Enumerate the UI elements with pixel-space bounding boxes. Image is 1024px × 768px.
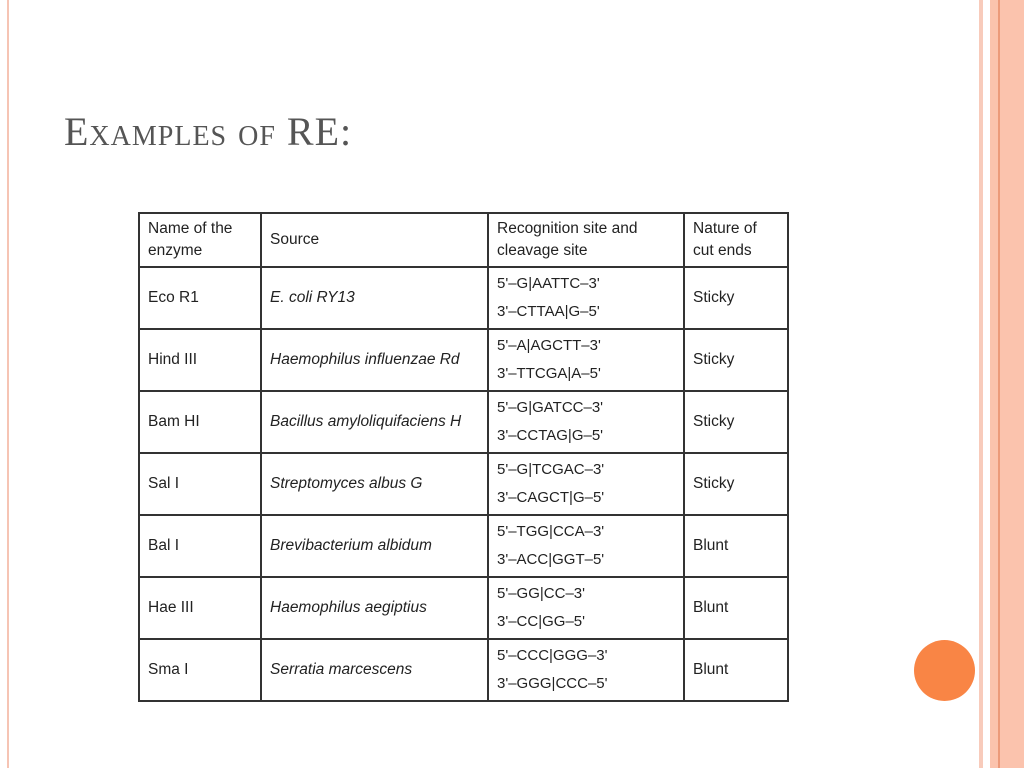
site-bottom-strand: 3'–CCTAG|G–5' — [497, 427, 604, 444]
enzyme-name: Sal I — [139, 453, 261, 515]
enzyme-name: Eco R1 — [139, 267, 261, 329]
header-source: Source — [261, 213, 488, 267]
enzyme-source: Haemophilus aegiptius — [261, 577, 488, 639]
cut-ends: Sticky — [684, 391, 788, 453]
table-row — [139, 453, 788, 515]
enzyme-source: Serratia marcescens — [261, 639, 488, 701]
table-header — [139, 213, 788, 267]
site-bottom-strand: 3'–GGG|CCC–5' — [497, 675, 608, 692]
cut-ends: Sticky — [684, 267, 788, 329]
site-bottom-strand: 3'–CTTAA|G–5' — [497, 303, 600, 320]
enzyme-name: Bal I — [139, 515, 261, 577]
site-bottom-strand: 3'–CC|GG–5' — [497, 613, 585, 630]
site-bottom-strand: 3'–TTCGA|A–5' — [497, 365, 601, 382]
table-row — [139, 515, 788, 577]
enzyme-source: Haemophilus influenzae Rd — [261, 329, 488, 391]
right-band-line — [998, 0, 1000, 768]
enzyme-name: Sma I — [139, 639, 261, 701]
table-row — [139, 329, 788, 391]
header-name: Name of the enzyme — [139, 213, 261, 267]
table-row — [139, 577, 788, 639]
table-row — [139, 639, 788, 701]
site-top-strand: 5'–G|TCGAC–3' — [497, 461, 605, 478]
enzyme-name: Hae III — [139, 577, 261, 639]
right-stripe — [979, 0, 983, 768]
orange-circle-decoration — [914, 640, 975, 701]
table-row — [139, 267, 788, 329]
site-bottom-strand: 3'–ACC|GGT–5' — [497, 551, 605, 568]
enzyme-source: Bacillus amyloliquifaciens H — [261, 391, 488, 453]
enzyme-name: Hind III — [139, 329, 261, 391]
site-top-strand: 5'–G|GATCC–3' — [497, 399, 604, 416]
header-ends: Nature of cut ends — [684, 213, 788, 267]
cut-ends: Sticky — [684, 329, 788, 391]
left-border-line — [7, 0, 9, 768]
cut-ends: Blunt — [684, 577, 788, 639]
site-top-strand: 5'–CCC|GGG–3' — [497, 647, 608, 664]
table-row — [139, 391, 788, 453]
enzyme-source: Streptomyces albus G — [261, 453, 488, 515]
enzyme-name: Bam HI — [139, 391, 261, 453]
cut-ends: Blunt — [684, 639, 788, 701]
header-site: Recognition site and cleavage site — [488, 213, 684, 267]
recognition-site — [488, 267, 684, 329]
cut-ends: Sticky — [684, 453, 788, 515]
enzyme-table — [138, 212, 789, 702]
recognition-site — [488, 329, 684, 391]
site-bottom-strand: 3'–CAGCT|G–5' — [497, 489, 605, 506]
recognition-site — [488, 391, 684, 453]
cut-ends: Blunt — [684, 515, 788, 577]
recognition-site — [488, 639, 684, 701]
slide-title: Examples of RE: — [64, 109, 353, 154]
site-top-strand: 5'–G|AATTC–3' — [497, 275, 600, 292]
site-top-strand: 5'–TGG|CCA–3' — [497, 523, 605, 540]
enzyme-source: Brevibacterium albidum — [261, 515, 488, 577]
site-top-strand: 5'–GG|CC–3' — [497, 585, 585, 602]
right-band — [990, 0, 1024, 768]
recognition-site — [488, 577, 684, 639]
enzyme-source: E. coli RY13 — [261, 267, 488, 329]
site-top-strand: 5'–A|AGCTT–3' — [497, 337, 601, 354]
recognition-site — [488, 453, 684, 515]
recognition-site — [488, 515, 684, 577]
